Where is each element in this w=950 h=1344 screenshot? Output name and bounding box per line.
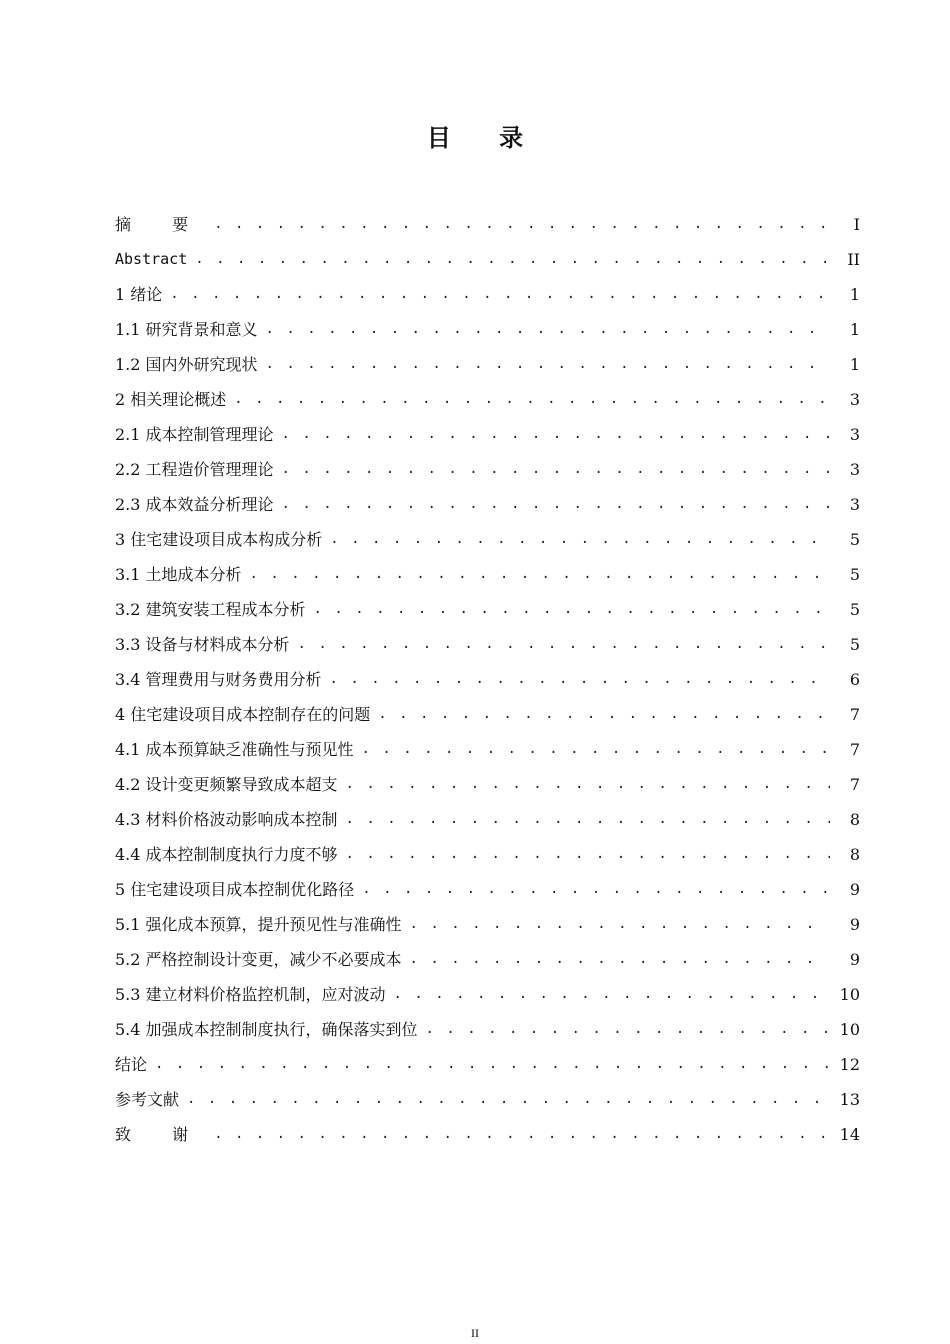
toc-entry-page-number: I	[853, 215, 860, 234]
toc-entry-label: 3.3 设备与材料成本分析	[115, 635, 290, 654]
toc-dot-leader	[266, 312, 830, 347]
toc-entry-page-number: 1	[849, 320, 860, 339]
toc-entry[interactable]	[115, 907, 860, 942]
toc-entry-label: 5 住宅建设项目成本控制优化路径	[115, 880, 355, 899]
toc-entry-label: 3 住宅建设项目成本构成分析	[115, 530, 323, 549]
toc-entry-page-number: 9	[849, 950, 860, 969]
toc-entry[interactable]	[115, 872, 860, 907]
toc-dot-leader	[250, 557, 830, 592]
toc-entry-label: 1 绪论	[115, 285, 163, 304]
toc-entry-page-number: II	[847, 250, 860, 269]
toc-dot-leader	[426, 1012, 830, 1047]
toc-entry-label: 参考文献	[115, 1090, 180, 1109]
toc-entry-page-number: 7	[849, 740, 860, 759]
page-title: 目 录	[426, 124, 544, 152]
toc-dot-leader	[362, 732, 830, 767]
toc-entry[interactable]	[115, 1012, 860, 1047]
toc-dot-leader	[410, 907, 830, 942]
toc-entry-label: 4.3 材料价格波动影响成本控制	[115, 810, 338, 829]
toc-entry[interactable]	[115, 207, 860, 242]
toc-entry-page-number: 3	[849, 460, 860, 479]
toc-entry-label: 5.4 加强成本控制制度执行，确保落实到位	[115, 1020, 418, 1039]
toc-entry[interactable]	[115, 767, 860, 802]
toc-dot-leader	[346, 837, 830, 872]
toc-entry-label: 5.2 严格控制设计变更，减少不必要成本	[115, 950, 402, 969]
page-number-footer: II	[471, 1326, 479, 1340]
toc-entry[interactable]	[115, 557, 860, 592]
toc-entry-label: 3.1 土地成本分析	[115, 565, 242, 584]
toc-entry-page-number: 8	[849, 810, 860, 829]
toc-entry-page-number: 5	[849, 565, 860, 584]
toc-dot-leader	[282, 452, 830, 487]
toc-entry-page-number: 10	[839, 1020, 860, 1039]
toc-entry-page-number: 5	[849, 600, 860, 619]
toc-entry[interactable]	[115, 697, 860, 732]
toc-entry-label: 摘 要	[115, 215, 207, 234]
toc-entry-label: 5.3 建立材料价格监控机制，应对波动	[115, 985, 386, 1004]
toc-dot-leader	[282, 417, 830, 452]
toc-entry-label: 4 住宅建设项目成本控制存在的问题	[115, 705, 371, 724]
toc-entry-page-number: 7	[849, 705, 860, 724]
toc-dot-leader	[298, 627, 830, 662]
toc-entry-page-number: 3	[849, 425, 860, 444]
toc-entry-label: Abstract	[115, 250, 188, 268]
toc-entry[interactable]	[115, 732, 860, 767]
toc-entry[interactable]	[115, 942, 860, 977]
toc-entry-label: 2.3 成本效益分析理论	[115, 495, 274, 514]
toc-dot-leader	[394, 977, 830, 1012]
toc-entry[interactable]	[115, 487, 860, 522]
toc-dot-leader	[346, 802, 830, 837]
toc-entry-label: 2 相关理论概述	[115, 390, 227, 409]
toc-entry-label: 4.1 成本预算缺乏准确性与预见性	[115, 740, 354, 759]
toc-entry[interactable]	[115, 1047, 860, 1082]
toc-entry-page-number: 5	[849, 635, 860, 654]
toc-dot-leader	[266, 347, 830, 382]
toc-dot-leader	[195, 242, 830, 277]
toc-entry-page-number: 6	[849, 670, 860, 689]
toc-dot-leader	[330, 522, 830, 557]
toc-entry[interactable]	[115, 277, 860, 312]
toc-entry[interactable]	[115, 1082, 860, 1117]
toc-entry-label: 4.2 设计变更频繁导致成本超支	[115, 775, 338, 794]
toc-entry-page-number: 5	[849, 530, 860, 549]
toc-dot-leader	[214, 207, 830, 242]
toc-dot-leader	[282, 487, 830, 522]
toc-dot-leader	[234, 382, 830, 417]
toc-entry[interactable]	[115, 1117, 860, 1152]
toc-entry[interactable]	[115, 977, 860, 1012]
toc-entry[interactable]	[115, 417, 860, 452]
toc-entry-page-number: 9	[849, 915, 860, 934]
toc-entry-page-number: 1	[849, 355, 860, 374]
toc-entry[interactable]	[115, 837, 860, 872]
toc-entry-label: 3.2 建筑安装工程成本分析	[115, 600, 306, 619]
toc-entry-label: 1.1 研究背景和意义	[115, 320, 258, 339]
toc-entry[interactable]	[115, 312, 860, 347]
toc-entry-page-number: 10	[839, 985, 860, 1004]
toc-entry-page-number: 3	[849, 495, 860, 514]
toc-dot-leader	[214, 1117, 830, 1152]
toc-entry[interactable]	[115, 662, 860, 697]
toc-dot-leader	[346, 767, 830, 802]
toc-dot-leader	[187, 1082, 830, 1117]
toc-entry-label: 结论	[115, 1055, 148, 1074]
toc-dot-leader	[362, 872, 830, 907]
toc-entry-page-number: 3	[849, 390, 860, 409]
toc-entry[interactable]	[115, 592, 860, 627]
toc-dot-leader	[330, 662, 830, 697]
toc-entry-label: 2.2 工程造价管理理论	[115, 460, 274, 479]
toc-dot-leader	[170, 277, 830, 312]
toc-entry-page-number: 7	[849, 775, 860, 794]
toc-entry[interactable]	[115, 452, 860, 487]
toc-dot-leader	[314, 592, 830, 627]
toc-entry[interactable]	[115, 347, 860, 382]
table-of-contents	[115, 207, 860, 1152]
toc-entry-label: 2.1 成本控制管理理论	[115, 425, 274, 444]
toc-entry-page-number: 8	[849, 845, 860, 864]
toc-entry-label: 3.4 管理费用与财务费用分析	[115, 670, 322, 689]
toc-entry-page-number: 13	[839, 1090, 860, 1109]
toc-entry-page-number: 9	[849, 880, 860, 899]
toc-entry-page-number: 14	[839, 1125, 860, 1144]
toc-entry-label: 4.4 成本控制制度执行力度不够	[115, 845, 338, 864]
toc-dot-leader	[378, 697, 830, 732]
toc-entry[interactable]	[115, 382, 860, 417]
toc-entry[interactable]	[115, 627, 860, 662]
toc-dot-leader	[155, 1047, 830, 1082]
toc-entry-label: 致 谢	[115, 1125, 207, 1144]
toc-entry[interactable]	[115, 522, 860, 557]
toc-entry-label: 5.1 强化成本预算，提升预见性与准确性	[115, 915, 402, 934]
toc-entry-page-number: 1	[849, 285, 860, 304]
toc-entry-label: 1.2 国内外研究现状	[115, 355, 258, 374]
toc-dot-leader	[410, 942, 830, 977]
toc-entry-page-number: 12	[839, 1055, 860, 1074]
toc-entry[interactable]	[115, 802, 860, 837]
toc-entry[interactable]	[115, 242, 860, 277]
